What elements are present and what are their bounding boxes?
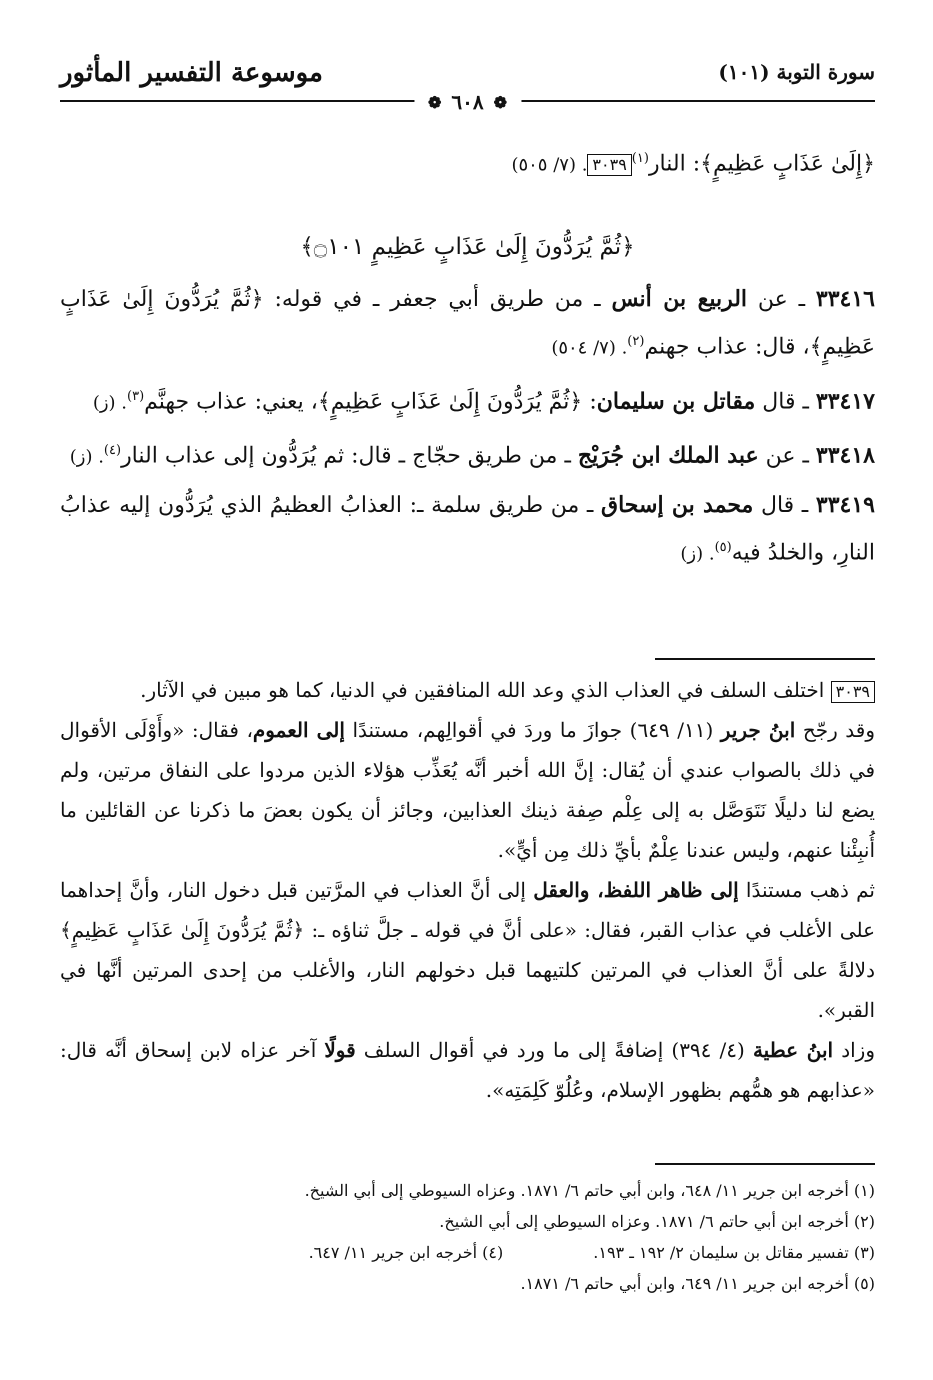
footnote: (١) أخرجه ابن جرير ١١/ ٦٤٨، وابن أبي حاتم ٦/ ١٨٧١. وعزاه السيوطي إلى أبي الشيخ. [304,1181,875,1200]
ayah-heading: ﴿ثُمَّ يُرَدُّونَ إِلَىٰ عَذَابٍ عَظِيمٍ ۝١٠١﴾ [300,234,635,261]
athar-entry: ٣٣٤١٦ ـ عن الربيع بن أنس ـ من طريق أبي جعفر ـ في قوله: ﴿ثُمَّ يُرَدُّونَ إِلَىٰ عَذَابٍ عَظِيمٍ﴾، قال: عذاب جهنم$^{(٢)}$. (٧/ ٥٠٤) [60,286,875,360]
page-number: ٦٠٨ [451,90,484,114]
main-text [60,138,875,582]
footnote: (٥) أخرجه ابن جرير ١١/ ٦٤٩، وابن أبي حاتم ٦/ ١٨٧١. [520,1274,875,1293]
volume-ref: . (٧/ ٥٠٤) [551,337,628,359]
narrator-name: عبد الملك ابن جُرَيْج [577,442,759,469]
entry-number: ٣٣٤١٩ [815,492,875,519]
footnotes-divider [655,1163,875,1165]
commentary-section [60,670,875,1110]
volume-ref: . (ز) [92,391,127,413]
commentary-paragraph: وقد رجّح ابنُ جرير (١١/ ٦٤٩) جوازَ ما وردَ في أقوالِهم، مستندًا إلى العموم، فقال: «وأَوْلَى الأقوال في ذلك بالصواب عندي أن يُقال: إنَّ الله أخبر أنَّه يُعَذِّب هؤلاء الذين مردوا على النفاق مرتين، ولم يضع لنا دليلًا نَتَوَصَّل به إلى عِلْم صِفة ذينك العذابين، وجائز أن يكون بعضَ ما ذكرنا عن القائلين ما أُنبِئْنا عنهم، وليس عندنا عِلْمٌ بأيِّ ذلك مِن أيٍّ». [60,718,875,862]
ornament-icon: ❁ [493,92,508,112]
footnote: (٣) تفسير مقاتل بن سليمان ٢/ ١٩٢ ـ ١٩٣. [593,1243,875,1262]
entry-number: ٣٣٤١٧ [815,387,875,414]
footnote-marker: (٢) [627,334,645,350]
commentary-ref-box: ٣٠٣٩ [587,154,631,176]
page-number-group [414,90,521,114]
athar-entry: ٣٣٤١٩ ـ قال محمد بن إسحاق ـ من طريق سلمة ـ: العذابُ العظيمُ الذي يُرَدُّون إليه عذابُ النارِ، والخلدُ فيه$^{(٥)}$. (ز) [60,492,875,566]
continued-line: ﴿إِلَىٰ عَذَابٍ عَظِيمٍ﴾: النار$^{(١)}$٣٠٣٩. (٧/ ٥٠٥) [511,151,875,177]
entry-number: ٣٣٤١٦ [815,286,875,313]
surah-title: سورة التوبة (١٠١) [718,60,875,84]
entry-number: ٣٣٤١٨ [815,442,875,469]
narrator-name: محمد بن إسحاق [601,492,754,519]
athar-entry: ٣٣٤١٨ ـ عن عبد الملك ابن جُرَيْج ـ من طريق حجّاج ـ قال: ثم يُرَدُّون إلى عذاب النار$^{(٤)}$. (ز) [69,442,875,469]
page-header [60,58,875,114]
volume-ref: . (ز) [69,446,104,468]
narrator-name: الربيع بن أنس [611,286,748,313]
volume-ref: . (٧/ ٥٠٥) [511,154,588,176]
footnote: (٤) أخرجه ابن جرير ١١/ ٦٤٧. [308,1243,504,1262]
ornament-icon: ❁ [427,92,442,112]
commentary-ref-box: ٣٠٣٩ [831,681,875,703]
narrator-name: مقاتل بن سليمان [596,387,756,414]
footnote: (٢) أخرجه ابن أبي حاتم ٦/ ١٨٧١. وعزاه السيوطي إلى أبي الشيخ. [439,1212,875,1231]
footnote-marker: (٣) [127,388,145,404]
footnotes [60,1175,875,1299]
footnote-marker: (٥) [714,540,732,556]
commentary-paragraph: ثم ذهب مستندًا إلى ظاهر اللفظ، والعقل إلى أنَّ العذاب في المرَّتين قبل دخول النار، وأنَّ إحداهما على الأغلب في عذاب القبر، فقال: «على أنَّ في قوله ـ جلَّ ثناؤه ـ: ﴿ثُمَّ يُرَدُّونَ إِلَىٰ عَذَابٍ عَظِيمٍ﴾ دلالةً على أنَّ العذاب في المرتين كلتيهما قبل دخولهم النار، والأغلب من إحدى المرتين أنَّها في القبر». [60,878,875,1022]
commentary-divider [655,658,875,660]
commentary-paragraph: وزاد ابنُ عطية (٤/ ٣٩٤) إضافةً إلى ما ورد في أقوال السلف قولًا آخر عزاه لابن إسحاق أنَّه قال: «عذابهم هو همُّهم بظهور الإسلام، وعُلُوّ كَلِمَتِه». [60,1038,875,1102]
commentary-paragraph: ٣٠٣٩ اختلف السلف في العذاب الذي وعد الله المنافقين في الدنيا، كما هو مبين في الآثار. [60,670,875,710]
footnote-row [60,1237,875,1268]
athar-entry: ٣٣٤١٧ ـ قال مقاتل بن سليمان: ﴿ثُمَّ يُرَدُّونَ إِلَىٰ عَذَابٍ عَظِيمٍ﴾، يعني: عذاب جهنَّم$^{(٣)}$. (ز) [92,387,875,414]
footnote-marker: (٤) [103,442,122,458]
book-title: موسوعة التفسير المأثور [60,58,323,88]
footnote-marker: (١) [631,151,649,166]
volume-ref: . (ز) [680,543,715,565]
